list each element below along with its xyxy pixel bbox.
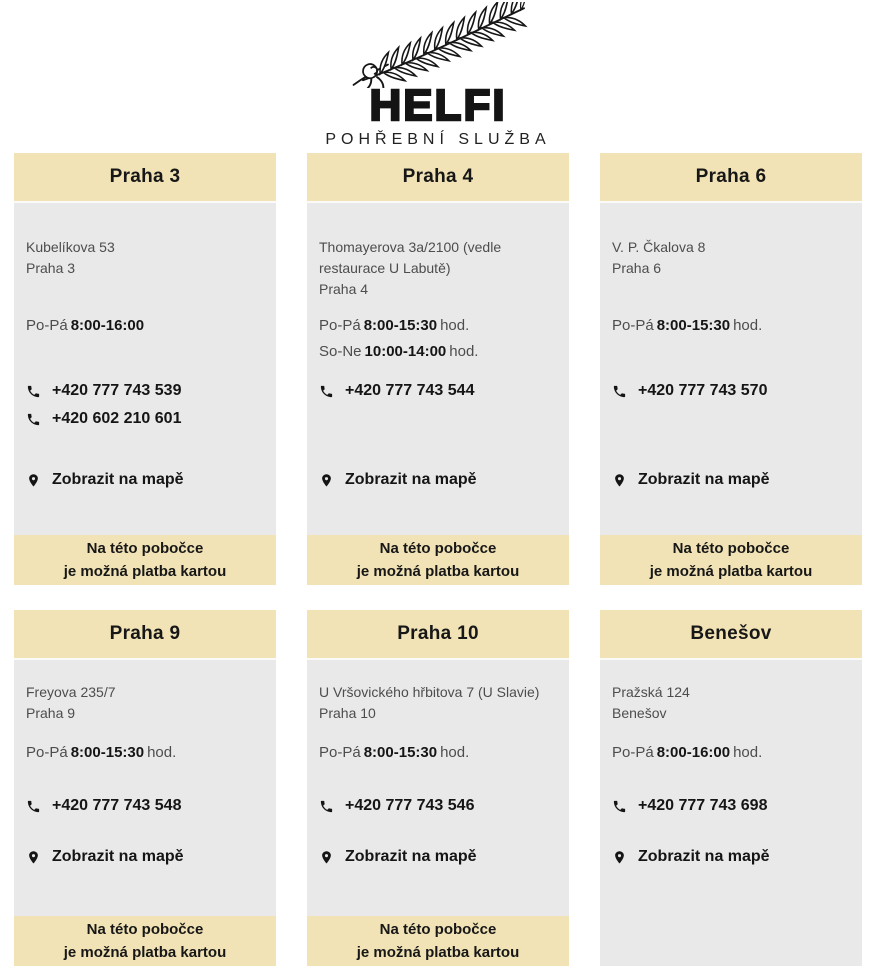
address-line: U Vršovického hřbitova 7 (U Slavie) (319, 684, 540, 700)
phone-number: +420 602 210 601 (52, 410, 182, 427)
address-line: Pražská 124 (612, 684, 690, 700)
map-link[interactable] (26, 465, 266, 495)
address-line: Benešov (612, 705, 667, 721)
address-line: Thomayerova 3a/2100 (vedle (319, 239, 502, 255)
address-line: Praha 3 (26, 260, 76, 276)
logo-title: HELFI (369, 81, 507, 130)
branch-card (14, 610, 276, 966)
branch-opening-hours (26, 740, 266, 766)
branch-card-body (600, 203, 862, 535)
card-payment-note-line1: Na této pobočce (86, 921, 204, 938)
phone-link[interactable] (26, 377, 266, 405)
branch-card (600, 610, 862, 966)
branch-card (307, 610, 569, 966)
card-payment-note-line2: je možná platba kartou (63, 563, 227, 580)
phone-icon (319, 384, 334, 399)
branch-address (612, 237, 852, 300)
address-line: Praha 10 (319, 705, 376, 721)
branch-opening-hours (319, 313, 559, 365)
phone-link[interactable] (26, 792, 266, 820)
phone-number: +420 777 743 548 (52, 797, 182, 814)
address-line: Freyova 235/7 (26, 684, 116, 700)
card-payment-note-line1: Na této pobočce (86, 540, 204, 557)
opening-hours-line (319, 740, 559, 766)
map-link[interactable] (612, 465, 852, 495)
hours-time: 8:00-15:30 (363, 744, 438, 761)
branch-name: Benešov (690, 623, 772, 644)
hours-days: Po-Pá (612, 744, 654, 761)
branch-phones (319, 792, 559, 820)
phone-link[interactable] (612, 377, 852, 405)
branch-card-header (14, 610, 276, 660)
site-logo (0, 0, 876, 153)
phone-icon (26, 384, 41, 399)
hours-time: 8:00-15:30 (363, 317, 438, 334)
card-payment-note-line1: Na této pobočce (379, 540, 497, 557)
branch-phones (612, 377, 852, 435)
branch-phones (319, 377, 559, 435)
branch-card-body (307, 660, 569, 916)
phone-icon (26, 412, 41, 427)
phone-link[interactable] (319, 377, 559, 405)
branch-card-header (600, 153, 862, 203)
branch-address (319, 682, 559, 724)
address-line: Praha 9 (26, 705, 76, 721)
branch-card (600, 153, 862, 585)
address-line: Kubelíkova 53 (26, 239, 115, 255)
branch-card (14, 153, 276, 585)
branch-address (26, 237, 266, 300)
hours-suffix: hod. (733, 744, 763, 761)
hours-suffix: hod. (733, 317, 763, 334)
opening-hours-line (612, 740, 852, 766)
opening-hours-line (26, 740, 266, 766)
hours-suffix: hod. (449, 343, 479, 360)
card-payment-note-line2: je možná platba kartou (356, 944, 520, 961)
branch-opening-hours (319, 740, 559, 766)
phone-icon (26, 799, 41, 814)
branch-opening-hours (26, 313, 266, 365)
phone-number: +420 777 743 546 (345, 797, 475, 814)
phone-icon (319, 799, 334, 814)
opening-hours-line (319, 313, 559, 339)
hours-suffix: hod. (147, 744, 177, 761)
phone-number: +420 777 743 570 (638, 382, 768, 399)
branch-card-body (14, 203, 276, 535)
map-pin-icon (319, 849, 334, 866)
card-payment-note (600, 535, 862, 585)
card-payment-note (307, 535, 569, 585)
card-payment-note-line2: je možná platba kartou (356, 563, 520, 580)
hours-suffix: hod. (440, 744, 470, 761)
hours-days: So-Ne (319, 343, 362, 360)
hours-time: 8:00-15:30 (656, 317, 731, 334)
hours-days: Po-Pá (319, 744, 361, 761)
branch-card-grid (0, 153, 876, 966)
branch-card-body (14, 660, 276, 916)
phone-link[interactable] (612, 792, 852, 820)
map-link-label: Zobrazit na mapě (345, 471, 477, 488)
branch-name: Praha 9 (109, 623, 181, 644)
branch-card-header (600, 610, 862, 660)
card-payment-note-line1: Na této pobočce (379, 921, 497, 938)
hours-suffix: hod. (440, 317, 470, 334)
map-link-label: Zobrazit na mapě (52, 848, 184, 865)
hours-time: 8:00-15:30 (70, 744, 145, 761)
branch-name: Praha 6 (695, 166, 767, 187)
card-payment-note-line1: Na této pobočce (672, 540, 790, 557)
hours-time: 8:00-16:00 (656, 744, 731, 761)
branch-card (307, 153, 569, 585)
map-pin-icon (26, 472, 41, 489)
hours-days: Po-Pá (319, 317, 361, 334)
branch-address (612, 682, 852, 724)
map-pin-icon (612, 849, 627, 866)
branch-opening-hours (612, 740, 852, 766)
opening-hours-line (612, 313, 852, 339)
branch-phones (612, 792, 852, 820)
hours-days: Po-Pá (26, 744, 68, 761)
card-payment-note (14, 535, 276, 585)
card-payment-note-line2: je možná platba kartou (649, 563, 813, 580)
phone-icon (612, 799, 627, 814)
hours-time: 8:00-16:00 (70, 317, 145, 334)
logo-subtitle: POHŘEBNÍ SLUŽBA (325, 131, 551, 148)
phone-number: +420 777 743 539 (52, 382, 182, 399)
branch-card-header (307, 610, 569, 660)
card-payment-note (307, 916, 569, 966)
address-line: Praha 4 (319, 281, 369, 297)
map-link-label: Zobrazit na mapě (52, 471, 184, 488)
hours-time: 10:00-14:00 (364, 343, 447, 360)
branch-name: Praha 4 (402, 166, 474, 187)
phone-number: +420 777 743 544 (345, 382, 475, 399)
map-link[interactable] (26, 842, 266, 872)
branch-card-header (307, 153, 569, 203)
map-pin-icon (26, 849, 41, 866)
address-line: V. P. Čkalova 8 (612, 239, 706, 255)
map-pin-icon (612, 472, 627, 489)
map-link-label: Zobrazit na mapě (345, 848, 477, 865)
branch-address (319, 237, 559, 300)
branch-phones (26, 792, 266, 820)
branch-card-header (14, 153, 276, 203)
address-line: Praha 6 (612, 260, 662, 276)
phone-link[interactable] (319, 792, 559, 820)
card-payment-note-line2: je možná platba kartou (63, 944, 227, 961)
map-link[interactable] (612, 842, 852, 872)
branch-phones (26, 377, 266, 435)
branch-card-body (600, 660, 862, 966)
map-pin-icon (319, 472, 334, 489)
phone-link[interactable] (26, 405, 266, 433)
hours-days: Po-Pá (26, 317, 68, 334)
opening-hours-line (26, 313, 266, 339)
map-link-label: Zobrazit na mapě (638, 471, 770, 488)
map-link[interactable] (319, 465, 559, 495)
phone-number: +420 777 743 698 (638, 797, 768, 814)
branch-opening-hours (612, 313, 852, 365)
branch-name: Praha 10 (397, 623, 479, 644)
opening-hours-line (319, 339, 559, 365)
branch-card-body (307, 203, 569, 535)
phone-icon (612, 384, 627, 399)
card-payment-note (14, 916, 276, 966)
branch-address (26, 682, 266, 724)
hours-days: Po-Pá (612, 317, 654, 334)
map-link[interactable] (319, 842, 559, 872)
branch-name: Praha 3 (109, 166, 181, 187)
address-line: restaurace U Labutě) (319, 260, 451, 276)
laurel-branch-icon (340, 2, 536, 88)
map-link-label: Zobrazit na mapě (638, 848, 770, 865)
